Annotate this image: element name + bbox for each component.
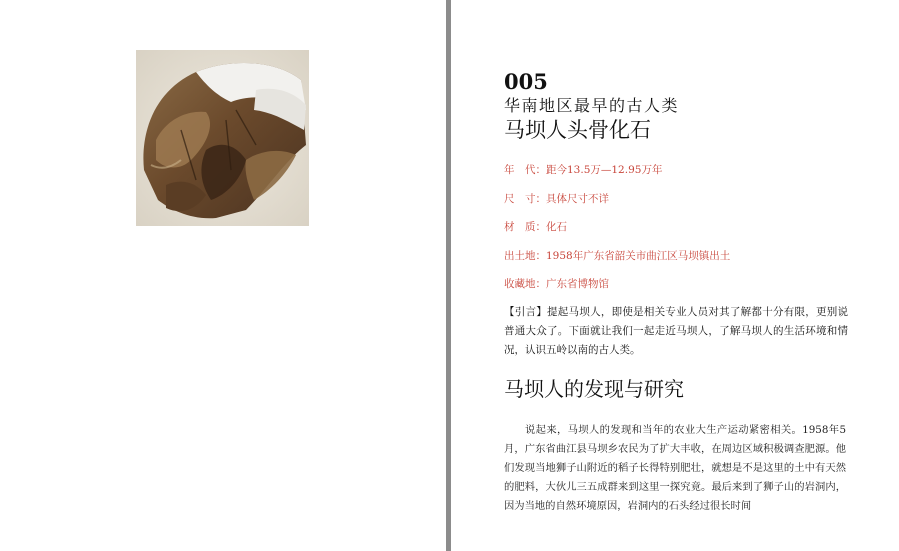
- meta-label: 出土地：: [504, 250, 546, 262]
- meta-material: [504, 220, 567, 234]
- meta-label: 收藏地：: [504, 278, 546, 290]
- left-page: [0, 0, 446, 551]
- meta-excavation-site: [504, 249, 730, 263]
- meta-collection: [504, 277, 609, 291]
- meta-value: 具体尺寸不详: [546, 193, 609, 205]
- body-paragraph: 说起来，马坝人的发现和当年的农业大生产运动紧密相关。1958年5月，广东省曲江县马坝乡农民为了扩大丰收，在周边区域积极调查肥源。他们发现当地狮子山附近的稻子长得特别肥壮，就想是不是这里的土中有天然的肥料，大伙儿三五成群来到这里一探究竟。最后来到了狮子山的岩洞内，因为当地的自然环境原因，岩洞内的石头经过很长时间: [504, 424, 846, 512]
- item-title: 马坝人头骨化石: [504, 118, 651, 142]
- meta-label: 年 代：: [504, 164, 546, 176]
- meta-value: 广东省博物馆: [546, 278, 609, 290]
- right-page: [451, 0, 899, 551]
- section-heading: 马坝人的发现与研究: [504, 377, 684, 401]
- meta-value: 1958年广东省韶关市曲江区马坝镇出土: [546, 250, 731, 262]
- meta-era: [504, 163, 662, 177]
- item-subtitle: 华南地区最早的古人类: [504, 96, 680, 115]
- intro-paragraph: 【引言】提起马坝人，即使是相关专业人员对其了解都十分有限，更别说普通大众了。下面就让我们一起走近马坝人，了解马坝人的生活环境和情况，认识五岭以南的古人类。: [504, 306, 848, 356]
- meta-value: 化石: [546, 221, 567, 233]
- item-number: 005: [504, 69, 548, 94]
- meta-label: 尺 寸：: [504, 193, 546, 205]
- meta-size: [504, 192, 609, 206]
- meta-label: 材 质：: [504, 221, 546, 233]
- meta-value: 距今13.5万—12.95万年: [546, 164, 663, 176]
- skull-fossil-photo: [136, 50, 309, 226]
